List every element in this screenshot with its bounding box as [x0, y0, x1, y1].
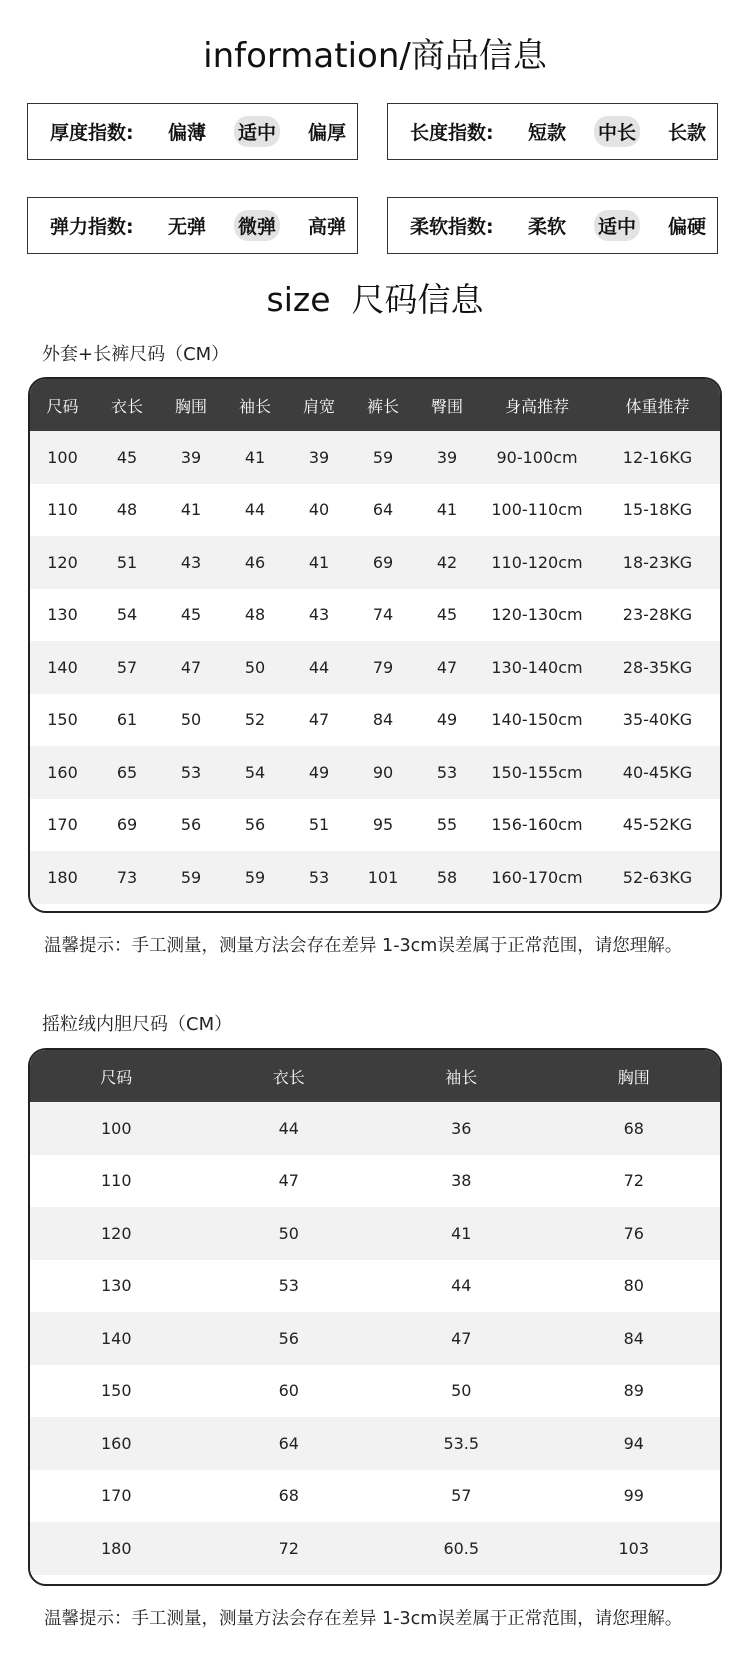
- table-cell: 100: [47, 447, 78, 467]
- table-cell: 41: [436, 500, 458, 520]
- table-row: [30, 1155, 720, 1208]
- elasticity-index-box: [27, 197, 358, 254]
- table-cell: 180: [100, 1538, 132, 1558]
- table-row: [30, 746, 720, 799]
- table-cell: 50: [180, 710, 202, 730]
- table-cell: 12-16KG: [622, 447, 693, 467]
- table-cell: 49: [308, 762, 330, 782]
- table-row: [30, 799, 720, 852]
- table-cell: 84: [623, 1328, 644, 1348]
- table1-header-cell: 身高推荐: [504, 396, 569, 416]
- table-cell: 100-110cm: [491, 500, 583, 520]
- table1-header-cell: 肩宽: [302, 396, 335, 416]
- table-cell: 84: [372, 710, 394, 730]
- table-cell: 41: [180, 500, 202, 520]
- table-cell: 95: [372, 815, 394, 835]
- table-cell: 120: [100, 1223, 132, 1243]
- table-cell: 120-130cm: [491, 605, 583, 625]
- table-cell: 170: [47, 815, 78, 835]
- table-cell: 180: [47, 867, 78, 887]
- table1-caption: 外套+长裤尺码（CM）: [42, 344, 230, 365]
- table-cell: 42: [436, 552, 458, 572]
- table-cell: 156-160cm: [491, 815, 583, 835]
- table-row: [30, 641, 720, 694]
- table1-header-cell: 袖长: [238, 396, 271, 416]
- table-row: [30, 1312, 720, 1365]
- table-row: [30, 536, 720, 589]
- table-cell: 43: [180, 552, 202, 572]
- table2-header-cell: 尺码: [100, 1067, 133, 1087]
- table-cell: 28-35KG: [622, 657, 693, 677]
- table-cell: 45: [436, 605, 458, 625]
- table-cell: 56: [180, 815, 202, 835]
- table1-header-cell: 衣长: [110, 396, 143, 416]
- table-cell: 36: [451, 1118, 472, 1138]
- softness-option: 偏硬: [668, 216, 707, 238]
- table-cell: 150: [100, 1381, 132, 1401]
- table-cell: 47: [180, 657, 202, 677]
- table-cell: 18-23KG: [622, 552, 693, 572]
- table-cell: 15-18KG: [622, 500, 693, 520]
- size-title: size 尺码信息: [266, 280, 484, 319]
- table-cell: 140: [100, 1328, 132, 1348]
- table-cell: 94: [623, 1433, 644, 1453]
- table-cell: 35-40KG: [622, 710, 693, 730]
- table1-header-cell: 体重推荐: [625, 396, 690, 416]
- table-cell: 45: [116, 447, 138, 467]
- table-cell: 49: [436, 710, 458, 730]
- table-cell: 53.5: [443, 1433, 480, 1453]
- thickness-option: 偏厚: [308, 122, 347, 144]
- table2-header-cell: 胸围: [617, 1067, 650, 1087]
- table-cell: 57: [451, 1486, 472, 1506]
- thickness-option: 偏薄: [168, 122, 207, 144]
- table1-header-row: [30, 379, 720, 431]
- table-cell: 61: [116, 710, 138, 730]
- table-row: [30, 851, 720, 904]
- table-cell: 45-52KG: [622, 815, 693, 835]
- table-cell: 99: [623, 1486, 644, 1506]
- table-cell: 72: [623, 1171, 644, 1191]
- table2-notice: 温馨提示：手工测量，测量方法会存在差异 1-3cm误差属于正常范围，请您理解。: [44, 1609, 683, 1629]
- table-cell: 58: [436, 867, 458, 887]
- table-cell: 43: [308, 605, 330, 625]
- table-cell: 47: [436, 657, 458, 677]
- table-cell: 56: [244, 815, 266, 835]
- table-row: [30, 1365, 720, 1418]
- table-cell: 39: [180, 447, 202, 467]
- table-cell: 45: [180, 605, 202, 625]
- table-cell: 59: [372, 447, 394, 467]
- table2-header-cell: 袖长: [445, 1067, 478, 1087]
- table-cell: 50: [451, 1381, 472, 1401]
- length-option: 长款: [668, 122, 707, 144]
- table-cell: 130-140cm: [491, 657, 583, 677]
- table-cell: 150-155cm: [491, 762, 583, 782]
- table-cell: 59: [180, 867, 202, 887]
- softness-index-label: 柔软指数:: [410, 216, 494, 238]
- table-cell: 41: [308, 552, 330, 572]
- table-cell: 140: [47, 657, 78, 677]
- table-cell: 59: [244, 867, 266, 887]
- table-cell: 89: [623, 1381, 644, 1401]
- table1-header-cell: 尺码: [46, 396, 79, 416]
- table-cell: 47: [308, 710, 330, 730]
- table-row: [30, 1417, 720, 1470]
- table-cell: 60: [278, 1381, 299, 1401]
- table-cell: 52: [244, 710, 266, 730]
- table-row: [30, 1102, 720, 1155]
- length-option-selected: 中长: [594, 116, 640, 147]
- table-cell: 41: [244, 447, 266, 467]
- table-cell: 54: [244, 762, 266, 782]
- table-cell: 76: [623, 1223, 644, 1243]
- table-cell: 54: [116, 605, 138, 625]
- table-cell: 53: [278, 1276, 299, 1296]
- table-cell: 90-100cm: [496, 447, 578, 467]
- table1-header-cell: 胸围: [174, 396, 207, 416]
- table-row: [30, 431, 720, 484]
- table-cell: 110-120cm: [491, 552, 583, 572]
- table-cell: 52-63KG: [622, 867, 693, 887]
- table-row: [30, 1470, 720, 1523]
- table-cell: 23-28KG: [622, 605, 693, 625]
- elasticity-option-selected: 微弹: [234, 210, 280, 241]
- table-cell: 73: [116, 867, 138, 887]
- table-row: [30, 1260, 720, 1313]
- table-cell: 64: [278, 1433, 299, 1453]
- table-cell: 55: [436, 815, 458, 835]
- table-row: [30, 484, 720, 537]
- softness-option-selected: 适中: [594, 210, 640, 241]
- table-cell: 44: [244, 500, 266, 520]
- table-cell: 57: [116, 657, 138, 677]
- table-cell: 90: [372, 762, 394, 782]
- softness-index-box: [387, 197, 718, 254]
- table-cell: 69: [372, 552, 394, 572]
- table-cell: 103: [618, 1538, 650, 1558]
- table-row: [30, 1207, 720, 1260]
- table-cell: 101: [367, 867, 399, 887]
- table2-header-cell: 衣长: [272, 1067, 305, 1087]
- table-cell: 160-170cm: [491, 867, 583, 887]
- table-cell: 60.5: [443, 1538, 480, 1558]
- thickness-index-label: 厚度指数:: [50, 122, 134, 144]
- table-cell: 56: [278, 1328, 299, 1348]
- elasticity-index-label: 弹力指数:: [50, 216, 134, 238]
- table-cell: 46: [244, 552, 266, 572]
- table-cell: 48: [116, 500, 138, 520]
- table-cell: 150: [47, 710, 78, 730]
- length-index-box: [387, 103, 718, 160]
- table-row: [30, 1522, 720, 1575]
- thickness-index-box: [27, 103, 358, 160]
- table-cell: 74: [372, 605, 394, 625]
- table-row: [30, 694, 720, 747]
- fleece-liner-size-table: [28, 1048, 722, 1586]
- table-cell: 120: [47, 552, 78, 572]
- table2-caption: 摇粒绒内胆尺码（CM）: [42, 1014, 233, 1035]
- table-cell: 53: [180, 762, 202, 782]
- table-cell: 50: [244, 657, 266, 677]
- table-cell: 47: [451, 1328, 472, 1348]
- length-option: 短款: [528, 122, 567, 144]
- table-cell: 48: [244, 605, 266, 625]
- outfit-size-table: [28, 377, 722, 913]
- table-cell: 110: [47, 500, 78, 520]
- table-cell: 80: [623, 1276, 644, 1296]
- table-cell: 41: [451, 1223, 472, 1243]
- table-cell: 160: [100, 1433, 132, 1453]
- table-cell: 160: [47, 762, 78, 782]
- table-cell: 100: [100, 1118, 132, 1138]
- table-cell: 51: [116, 552, 138, 572]
- table-cell: 68: [623, 1118, 644, 1138]
- table-cell: 110: [100, 1171, 132, 1191]
- table-cell: 50: [278, 1223, 299, 1243]
- table-cell: 69: [116, 815, 138, 835]
- table-cell: 140-150cm: [491, 710, 583, 730]
- table-cell: 72: [278, 1538, 299, 1558]
- elasticity-option: 无弹: [168, 216, 207, 238]
- table-cell: 40: [308, 500, 330, 520]
- elasticity-option: 高弹: [308, 216, 347, 238]
- table-cell: 44: [308, 657, 330, 677]
- table-cell: 44: [451, 1276, 472, 1296]
- thickness-option-selected: 适中: [234, 116, 280, 147]
- table-cell: 44: [278, 1118, 299, 1138]
- table2-header-row: [30, 1050, 720, 1102]
- table-cell: 79: [372, 657, 394, 677]
- table-cell: 38: [451, 1171, 472, 1191]
- table-row: [30, 589, 720, 642]
- table-cell: 51: [308, 815, 330, 835]
- table-cell: 65: [116, 762, 138, 782]
- table-cell: 53: [308, 867, 330, 887]
- table-cell: 40-45KG: [622, 762, 693, 782]
- table-cell: 68: [278, 1486, 299, 1506]
- softness-option: 柔软: [528, 216, 567, 238]
- table-cell: 64: [372, 500, 394, 520]
- table1-header-cell: 臀围: [430, 396, 463, 416]
- table1-header-cell: 裤长: [366, 396, 399, 416]
- table-cell: 53: [436, 762, 458, 782]
- length-index-label: 长度指数:: [410, 122, 494, 144]
- table-cell: 130: [47, 605, 78, 625]
- table-cell: 47: [278, 1171, 299, 1191]
- info-title: information/商品信息: [203, 36, 547, 76]
- table-cell: 39: [308, 447, 330, 467]
- table1-notice: 温馨提示：手工测量，测量方法会存在差异 1-3cm误差属于正常范围，请您理解。: [44, 936, 683, 956]
- table-cell: 39: [436, 447, 458, 467]
- table-cell: 130: [100, 1276, 132, 1296]
- table-cell: 170: [100, 1486, 132, 1506]
